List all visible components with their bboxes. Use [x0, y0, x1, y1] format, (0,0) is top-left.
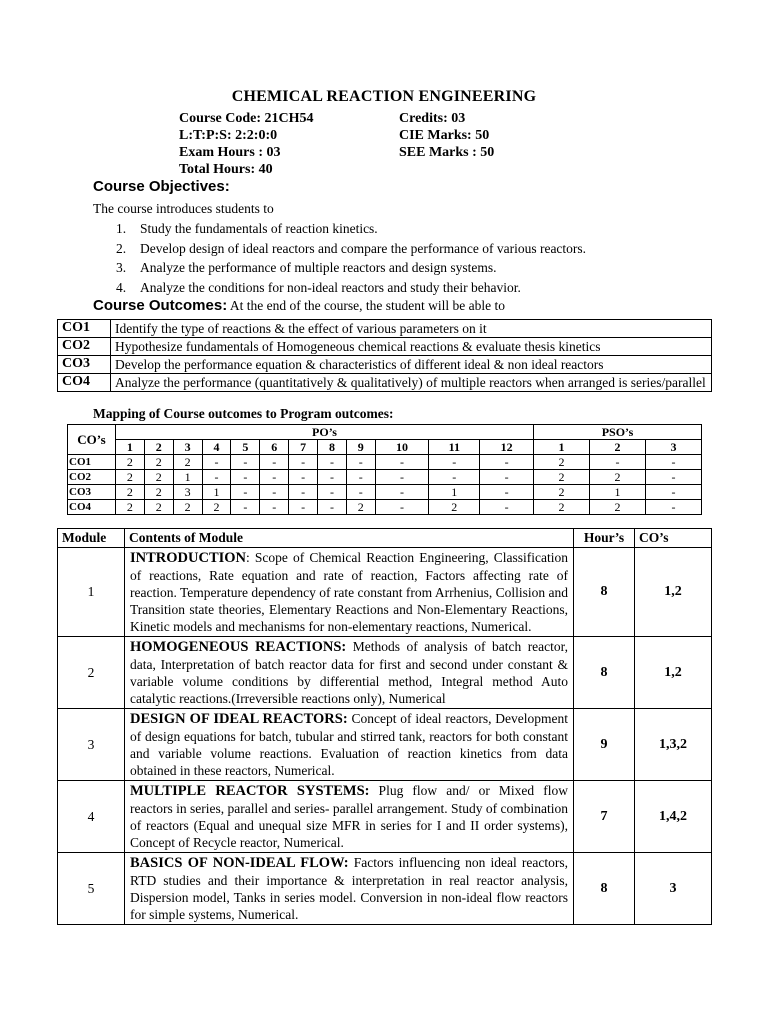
course-meta-left	[179, 110, 314, 178]
objectives-heading: Course Objectives:	[93, 178, 230, 195]
po-cell: 1	[202, 485, 231, 500]
module-cos: 1,3,2	[635, 709, 712, 781]
po-cell: 2	[116, 470, 145, 485]
objectives-list	[116, 219, 586, 297]
module-number: 1	[58, 548, 125, 637]
module-cos: 1,2	[635, 548, 712, 637]
objectives-intro: The course introduces students to	[93, 201, 274, 216]
po-cell: -	[260, 485, 289, 500]
po-number: 9	[346, 440, 375, 455]
po-cell: -	[202, 470, 231, 485]
po-cell: 2	[173, 500, 202, 515]
po-cell: 3	[173, 485, 202, 500]
module-text: Concept of ideal reactors, Development of design equations for batch, tubular and stirred tank, reactors for both constant and variable volume reactions. Evaluation of reaction kinetics from data obtained in these reactors, Numerical.	[130, 711, 569, 778]
pso-cell: -	[646, 455, 702, 470]
po-cell: -	[375, 485, 429, 500]
module-cos: 1,4,2	[635, 781, 712, 853]
po-cell: -	[260, 500, 289, 515]
module-hours: 8	[574, 637, 635, 709]
co-code: CO2	[58, 338, 111, 356]
pso-cell: 2	[534, 455, 590, 470]
co-code: CO1	[58, 320, 111, 338]
co-po-mapping-table	[67, 424, 702, 515]
pso-number: 1	[534, 440, 590, 455]
po-cell: 1	[429, 485, 480, 500]
module-text: Methods of analysis of batch reactor, data, Interpretation of batch reactor data for first and second under constant & variable volume conditions by differential method, Integral method Auto catalytic reactions.(Irreversible reactions only), Numerical	[130, 639, 568, 706]
po-cell: -	[289, 485, 318, 500]
module-title: INTRODUCTION	[130, 550, 247, 566]
po-cell: -	[346, 485, 375, 500]
po-cell: -	[260, 470, 289, 485]
table-header-row	[68, 425, 702, 440]
objective-item: 2. Develop design of ideal reactors and compare the performance of various reactors.	[116, 240, 587, 256]
po-cell: 2	[144, 500, 173, 515]
po-cell: -	[289, 470, 318, 485]
pso-cell: 2	[534, 500, 590, 515]
po-cell: 2	[144, 455, 173, 470]
po-number: 2	[144, 440, 173, 455]
objective-item: 4. Analyze the conditions for non-ideal reactors and study their behavior.	[116, 279, 521, 295]
po-cell: -	[375, 500, 429, 515]
module-number: 5	[58, 853, 125, 925]
objective-item: 1. Study the fundamentals of reaction kinetics.	[116, 221, 378, 236]
module-cos: 1,2	[635, 637, 712, 709]
po-cell: 2	[429, 500, 480, 515]
po-cell: -	[202, 455, 231, 470]
co-label: CO4	[68, 500, 116, 515]
course-code: Course Code: 21CH54	[179, 111, 314, 126]
po-cell: -	[318, 485, 347, 500]
outcomes-intro: At the end of the course, the student will be able to	[229, 298, 506, 313]
module-row	[58, 853, 712, 925]
pso-cell: 2	[590, 470, 646, 485]
module-hours: 8	[574, 548, 635, 637]
po-cell: -	[231, 500, 260, 515]
po-cell: -	[480, 485, 534, 500]
po-number: 12	[480, 440, 534, 455]
po-cell: -	[260, 455, 289, 470]
module-title: BASICS OF NON-IDEAL FLOW:	[130, 855, 349, 871]
pso-cell: -	[646, 485, 702, 500]
total-hours: Total Hours: 40	[179, 162, 273, 177]
po-cell: 2	[116, 455, 145, 470]
module-row	[58, 709, 712, 781]
module-title: DESIGN OF IDEAL REACTORS:	[130, 711, 348, 727]
module-row	[58, 781, 712, 853]
po-number: 5	[231, 440, 260, 455]
pso-number: 3	[646, 440, 702, 455]
co-description: Develop the performance equation & characteristics of different ideal & non ideal reactors	[111, 356, 712, 374]
module-contents	[125, 548, 574, 637]
po-cell: -	[346, 470, 375, 485]
co-description: Identify the type of reactions & the effect of various parameters on it	[111, 320, 712, 338]
po-cell: 1	[173, 470, 202, 485]
po-cell: -	[346, 455, 375, 470]
pso-number: 2	[590, 440, 646, 455]
contents-header: Contents of Module	[125, 529, 574, 548]
co-label: CO2	[68, 470, 116, 485]
pso-cell: 2	[590, 500, 646, 515]
module-hours: 8	[574, 853, 635, 925]
po-number: 1	[116, 440, 145, 455]
po-cell: -	[480, 500, 534, 515]
table-row	[58, 356, 712, 374]
table-row	[68, 485, 702, 500]
module-number: 4	[58, 781, 125, 853]
module-hours: 9	[574, 709, 635, 781]
module-row	[58, 637, 712, 709]
module-cos: 3	[635, 853, 712, 925]
table-row	[68, 500, 702, 515]
pso-cell: 1	[590, 485, 646, 500]
po-cell: -	[375, 470, 429, 485]
module-header: Module	[58, 529, 125, 548]
module-title: MULTIPLE REACTOR SYSTEMS:	[130, 783, 370, 799]
module-row	[58, 548, 712, 637]
po-cell: -	[231, 485, 260, 500]
po-cell: -	[318, 455, 347, 470]
module-hours: 7	[574, 781, 635, 853]
po-number: 4	[202, 440, 231, 455]
po-number: 10	[375, 440, 429, 455]
co-code: CO3	[58, 356, 111, 374]
co-description: Analyze the performance (quantitatively & qualitatively) of multiple reactors when arranged is series/parallel	[111, 374, 712, 392]
module-contents	[125, 853, 574, 925]
credits: Credits: 03	[399, 111, 466, 126]
po-cell: -	[480, 455, 534, 470]
co-code: CO4	[58, 374, 111, 392]
table-header-row	[58, 529, 712, 548]
pso-cell: -	[646, 470, 702, 485]
table-row	[58, 374, 712, 392]
po-cell: -	[289, 500, 318, 515]
po-cell: 2	[202, 500, 231, 515]
po-cell: -	[318, 470, 347, 485]
po-cell: -	[231, 470, 260, 485]
pso-cell: 2	[534, 470, 590, 485]
table-row	[58, 338, 712, 356]
pos-header: PO’s	[116, 425, 534, 440]
po-cell: 2	[116, 485, 145, 500]
table-row	[58, 320, 712, 338]
cos-header: CO’s	[635, 529, 712, 548]
course-meta-right	[399, 110, 494, 161]
cie-marks: CIE Marks: 50	[399, 128, 490, 143]
outcomes-heading: Course Outcomes:	[93, 297, 228, 314]
outcomes-line	[93, 297, 505, 314]
module-contents	[125, 781, 574, 853]
po-cell: -	[231, 455, 260, 470]
pso-cell: -	[590, 455, 646, 470]
po-cell: 2	[144, 485, 173, 500]
po-cell: 2	[346, 500, 375, 515]
psos-header: PSO’s	[534, 425, 702, 440]
module-text: Plug flow and/ or Mixed flow reactors in series, parallel and series- parallel arrangement. Study of combination of reactors (Equal and unequal size MFR in series for I and II order systems), Concept of Recycle reactor, Numerical.	[130, 783, 568, 850]
cos-header: CO’s	[68, 425, 116, 455]
co-label: CO3	[68, 485, 116, 500]
po-cell: 2	[173, 455, 202, 470]
co-description: Hypothesize fundamentals of Homogeneous chemical reactions & evaluate thesis kinetics	[111, 338, 712, 356]
po-number: 11	[429, 440, 480, 455]
po-number: 3	[173, 440, 202, 455]
objective-item: 3. Analyze the performance of multiple reactors and design systems.	[116, 260, 497, 275]
module-contents	[125, 709, 574, 781]
po-cell: -	[375, 455, 429, 470]
hours-header: Hour’s	[574, 529, 635, 548]
module-text: : Scope of Chemical Reaction Engineering, Classification of reactions, Rate equation and rate of reaction, Factors affecting rate of reaction. Temperature dependency of rate constant from Arrhenius, Collision and Transition state theories, Elementary Reactions and Non-Elementary Reactions, Kinetic models and mechanisms for non-elementary reactions, Numerical.	[130, 550, 568, 634]
module-number: 2	[58, 637, 125, 709]
table-row	[68, 455, 702, 470]
po-cell: -	[429, 455, 480, 470]
po-number: 7	[289, 440, 318, 455]
po-cell: -	[429, 470, 480, 485]
po-cell: -	[480, 470, 534, 485]
mapping-title: Mapping of Course outcomes to Program outcomes:	[93, 406, 394, 421]
module-contents	[125, 637, 574, 709]
po-number: 6	[260, 440, 289, 455]
course-outcomes-table	[57, 319, 712, 392]
po-cell: 2	[144, 470, 173, 485]
modules-table	[57, 528, 712, 925]
table-row	[68, 470, 702, 485]
module-title: HOMOGENEOUS REACTIONS:	[130, 639, 347, 655]
po-cell: -	[289, 455, 318, 470]
module-text: Factors influencing non ideal reactors, RTD studies and their importance & interpretation in real reactor analysis, Dispersion model, Tanks in series model. Conversion in non-ideal flow reactors for simple systems, Numerical.	[130, 855, 569, 922]
see-marks: SEE Marks : 50	[399, 145, 495, 160]
pso-cell: -	[646, 500, 702, 515]
course-title: CHEMICAL REACTION ENGINEERING	[231, 88, 537, 105]
module-number: 3	[58, 709, 125, 781]
po-cell: -	[318, 500, 347, 515]
ltps: L:T:P:S: 2:2:0:0	[179, 128, 278, 143]
pso-cell: 2	[534, 485, 590, 500]
co-label: CO1	[68, 455, 116, 470]
po-cell: 2	[116, 500, 145, 515]
po-number: 8	[318, 440, 347, 455]
exam-hours: Exam Hours : 03	[179, 145, 281, 160]
table-header-row	[68, 440, 702, 455]
